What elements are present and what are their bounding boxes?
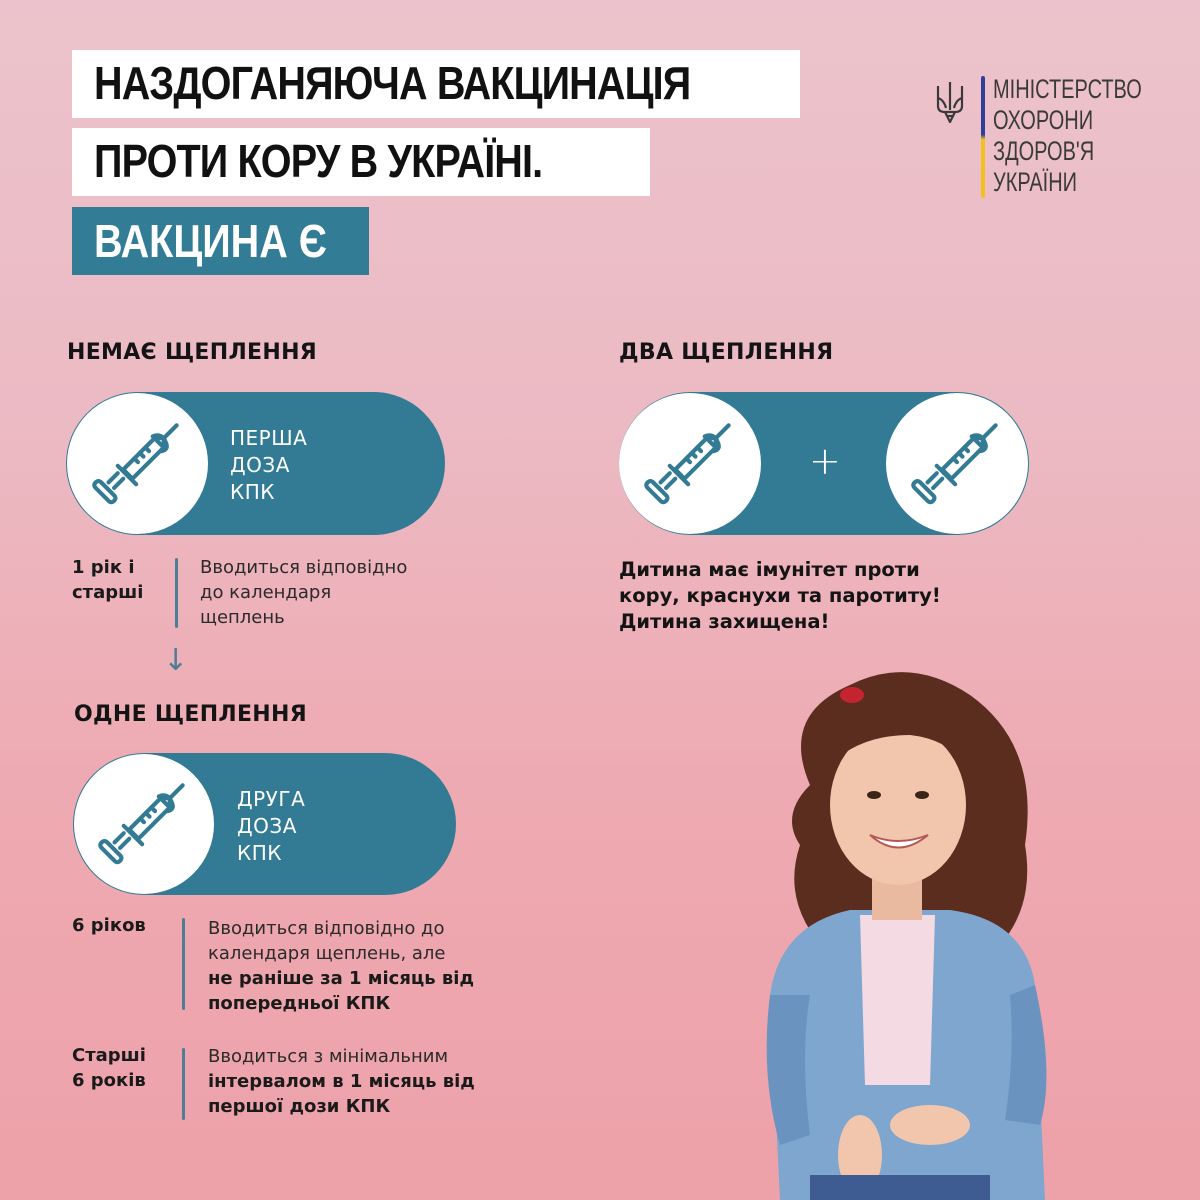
ministry-name: МІНІСТЕРСТВО ОХОРОНИ ЗДОРОВ'Я УКРАЇНИ: [993, 74, 1142, 197]
heading-two-vaccinations: ДВА ЩЕПЛЕННЯ: [619, 340, 834, 365]
immunity-result-text: Дитина має імунітет проти кору, краснухи та паротиту! Дитина захищена!: [619, 558, 941, 633]
trident-icon: [935, 80, 965, 126]
plus-icon: +: [809, 439, 841, 483]
age-1-year-plus: 1 рік і старші: [72, 557, 144, 603]
first-dose-pill: [66, 392, 445, 535]
arrow-down-icon: ↓: [163, 643, 189, 678]
heading-no-vaccination: НЕМАЄ ЩЕПЛЕННЯ: [67, 340, 318, 365]
syringe-circle: [67, 393, 208, 534]
syringe-circle-right: [886, 393, 1028, 534]
title-line-2: ПРОТИ КОРУ В УКРАЇНІ.: [72, 128, 650, 196]
older-6-years-description: Вводиться з мінімальним інтервалом в 1 місяць від першої дози КПК: [208, 1046, 475, 1117]
syringe-icon: [98, 778, 190, 870]
second-dose-pill: [73, 753, 456, 895]
first-dose-description: Вводиться відповідно до календаря щеплень: [200, 557, 408, 628]
divider-line: [175, 558, 178, 628]
age-6-years: 6 ріков: [72, 915, 146, 936]
child-photo: [740, 655, 1060, 1200]
two-doses-pill: [619, 392, 1029, 535]
title-line-1: НАЗДОГАНЯЮЧА ВАКЦИНАЦІЯ: [72, 50, 800, 118]
second-dose-label: ДРУГА ДОЗА КПК: [237, 787, 306, 865]
subtitle-badge: ВАКЦИНА Є: [72, 207, 369, 275]
divider-line: [182, 918, 185, 1010]
first-dose-label: ПЕРША ДОЗА КПК: [230, 426, 308, 504]
heading-one-vaccination: ОДНЕ ЩЕПЛЕННЯ: [74, 702, 307, 727]
age-older-6-years: Старші 6 років: [72, 1045, 146, 1091]
divider-line: [182, 1048, 185, 1120]
six-years-description: Вводиться відповідно до календаря щеплень, але не раніше за 1 місяць від попередньої КПК: [208, 918, 475, 1014]
syringe-circle-left: [619, 393, 761, 534]
syringe-circle: [74, 754, 214, 894]
syringe-icon: [911, 418, 1003, 510]
ministry-logo: [935, 76, 1155, 201]
flag-bar: [981, 76, 985, 198]
syringe-icon: [92, 418, 184, 510]
syringe-icon: [644, 418, 736, 510]
